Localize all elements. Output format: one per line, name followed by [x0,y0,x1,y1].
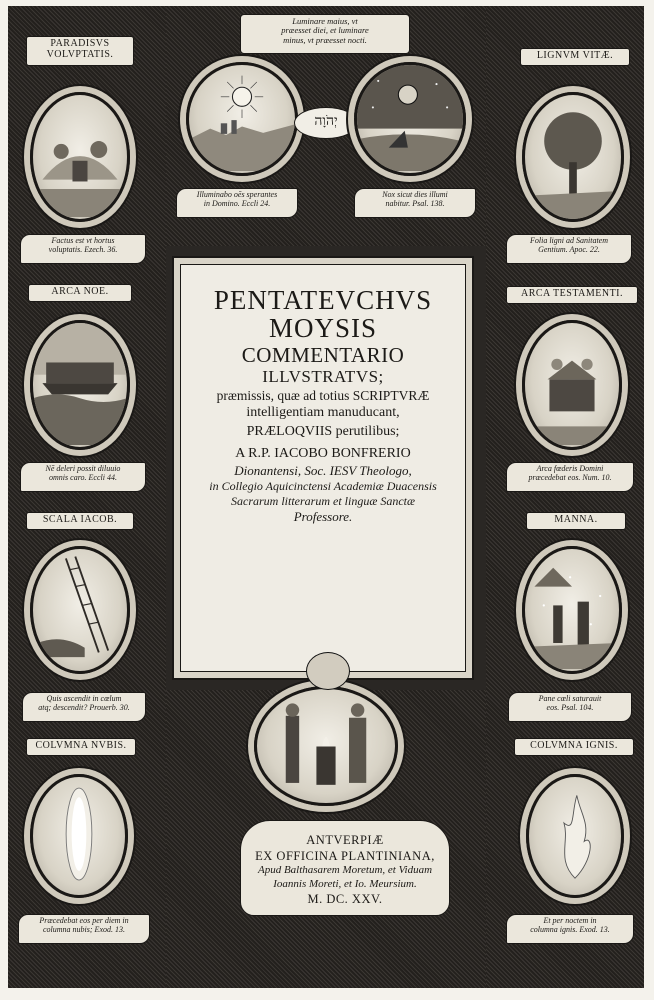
author-college: in Collegio Aquicinctensi Academiæ Duacensis [209,479,437,494]
manna-caption-line: eos. Psal. 104. [546,702,594,712]
tree-of-life-label: LIGNVM VITÆ. [520,48,630,66]
top-banner [240,14,410,54]
column-cloud-caption-line: columna nubis; Exod. 13. [43,924,125,934]
moon-caption-line: Nox sicut dies illumi [382,190,448,199]
title-panel [172,256,474,680]
title-line-praemissis: præmissis, quæ ad totius SCRIPTVRÆ [216,387,430,403]
jacob-ladder-label: SCALA IACOB. [26,512,134,530]
paradise-scene-image [33,95,127,217]
column-fire-caption [506,914,634,944]
tree-of-life-caption [506,234,632,264]
ark-covenant-label: ARCA TESTAMENTI. [506,286,638,304]
jacob-ladder-caption [22,692,146,722]
imprint-publishers: Apud Balthasarem Moretum, et Viduam [257,864,433,877]
moon-scene-image [357,65,463,171]
paradise-label-line: VOLVPTATIS. [46,48,114,60]
sun-medallion [186,62,298,176]
jacob-ladder-caption-line: atq; descendit? Prouerb. 30. [38,702,130,712]
imprint-year: M. DC. XXV. [307,891,383,906]
ark-noe-caption-line: omnis caro. Eccli 44. [49,472,117,482]
title-pentateuchus: PENTATEVCHVS [213,285,433,315]
ark-of-covenant-scene-image [525,323,619,445]
title-commentario: COMMENTARIO [241,343,405,368]
author-affiliation: Dionantensi, Soc. IESV Theologo, [234,462,412,478]
ark-noe-caption-line: Nē deleri possit diluuio [45,464,121,473]
manna-scene-image [525,549,619,669]
title-line-praeloquiis: PRÆLOQVIIS perutilibus; [246,423,400,439]
column-cloud-caption [18,914,150,944]
ark-noe-label: ARCA NOE. [28,284,132,302]
title-line-intelligentiam: intelligentiam manuducant, [246,405,400,421]
top-banner-line: minus, vt præesset nocti. [283,34,367,45]
mask-ornament [306,652,350,690]
column-fire-medallion [526,774,624,898]
pillar-of-cloud-image [33,777,125,891]
paradise-caption [20,234,146,264]
imprint-office: EX OFFICINA PLANTINIANA, [255,848,435,863]
manna-label: MANNA. [526,512,626,530]
moon-caption-line: nabitur. Psal. 138. [385,198,445,208]
moon-caption [354,188,476,218]
paradise-label-line: PARADISVS [50,38,110,49]
moses-aaron-scene-image [257,689,395,804]
jacob-ladder-medallion [30,546,130,674]
column-fire-caption-line: columna ignis. Exod. 13. [530,924,610,934]
column-cloud-caption-line: Præcedebat eos per diem in [39,916,129,925]
author-chair: Sacrarum litterarum et linguæ Sanctæ [231,494,415,509]
moses-aaron-medallion [254,686,398,806]
imprint-publishers-cont: Ioannis Moreti, et Io. Meursium. [273,878,417,890]
manna-caption [508,692,632,722]
tree-of-life-caption-line: Gentium. Apoc. 22. [538,244,600,254]
top-banner-line: præesset diei, et luminare [281,25,369,36]
top-banner-line: Luminare maius, vt [292,16,358,26]
column-cloud-medallion [30,774,128,898]
column-fire-caption-line: Et per noctem in [543,916,597,925]
paradise-medallion [30,92,130,222]
moon-medallion [354,62,466,176]
manna-medallion [522,546,622,674]
title-illustratus: ILLVSTRATVS; [262,367,384,387]
paradise-caption-line: Factus est vt hortus [51,236,115,245]
column-cloud-label: COLVMNA NVBIS. [26,738,136,756]
ark-noe-medallion [30,320,130,450]
ark-covenant-caption-line: præcedebat eos. Num. 10. [528,472,612,482]
ark-covenant-medallion [522,320,622,450]
ark-covenant-caption-line: Arca fœderis Domini [536,464,604,473]
tree-of-life-caption-line: Folia ligni ad Sanitatem [530,236,608,245]
author-professor: Professore. [293,509,353,525]
noahs-ark-scene-image [33,323,127,445]
pillar-of-fire-image [529,777,621,891]
author-line: A R.P. IACOBO BONFRERIO [235,445,411,461]
sun-caption [176,188,298,218]
sun-caption-line: in Domino. Eccli 24. [203,198,271,208]
manna-caption-line: Pane cœli saturauit [538,694,602,703]
jacob-ladder-caption-line: Quis ascendit in cœlum [46,694,122,703]
title-text-block [196,280,450,656]
jacob-ladder-scene-image [33,549,127,669]
tree-of-life-medallion [522,92,624,222]
ark-covenant-caption [506,462,634,492]
title-moysis: MOYSIS [268,313,378,344]
imprint-city: ANTVERPIÆ [306,833,384,847]
ark-noe-caption [20,462,146,492]
paradise-label [26,36,134,66]
paradise-caption-line: voluptatis. Ezech. 36. [48,244,118,254]
sun-scene-image [189,65,295,171]
column-fire-label: COLVMNA IGNIS. [514,738,634,756]
tree-of-life-scene-image [525,95,621,220]
sun-caption-line: Illuminabo oēs sperantes [196,190,278,199]
tetragrammaton-label: יְהֹוָה [294,107,358,139]
imprint-cartouche [240,820,450,916]
